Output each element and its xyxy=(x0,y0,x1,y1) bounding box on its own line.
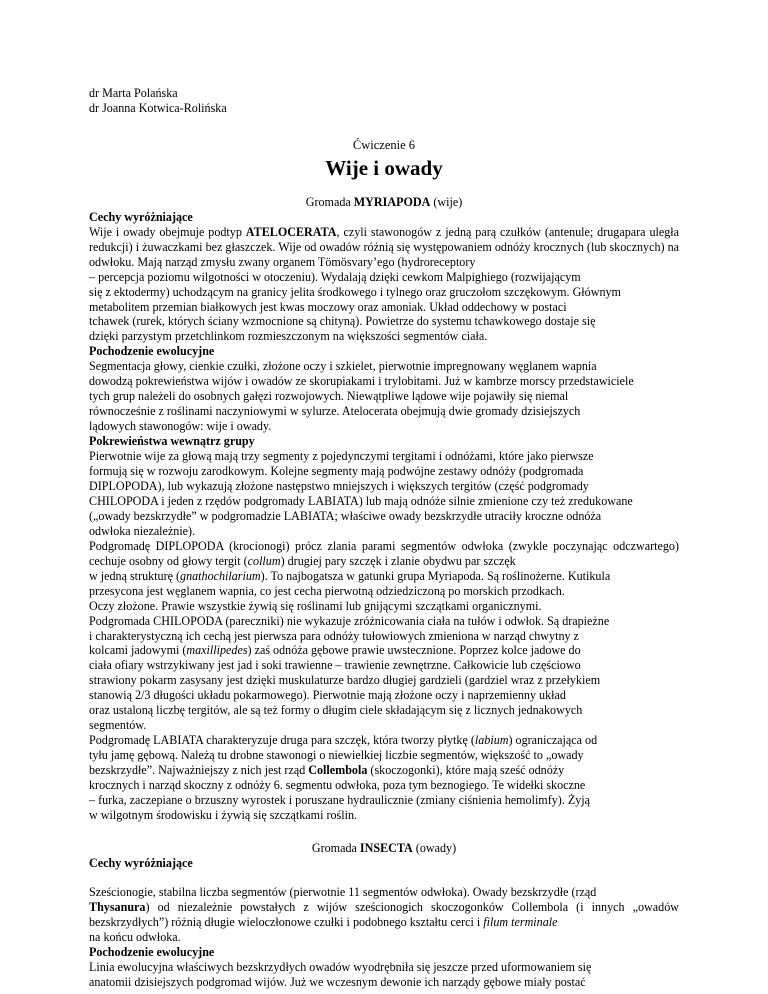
chilopoda-line: stanowią 2/3 długości układu pokarmowego). Pierwotnie mają złożone oczy i naprzemienny układ xyxy=(89,688,566,703)
myriapoda-origin-line: Segmentacja głowy, cienkie czułki, złożone oczy i szkielet, pierwotnie impregnowany węglanem wapnia xyxy=(89,359,597,374)
diplopoda-line: przesycona jest węglanem wapnia, co jest cecha pierwotną odziedziczoną po morskich przodkach. xyxy=(89,583,565,598)
myriapoda-relations-heading: Pokrewieństwa wewnątrz grupy xyxy=(89,434,255,449)
myriapoda-features-line: metabolitem przemian białkowych jest kwas moczowy oraz amoniak. Układ oddechowy w postaci xyxy=(89,299,567,314)
myriapoda-features-line: – percepcja poziomu wilgotności w otoczeniu). Wydalają dzięki cewkom Malpighiego (rozwijającym xyxy=(89,269,581,284)
insecta-origin-line: anatomii dzisiejszych podgromad wijów. Już we wczesnym dewonie ich narządy gębowe miały postać xyxy=(89,974,586,989)
labiata-line: Podgromadę LABIATA charakteryzuje druga para szczęk, która tworzy płytkę (labium) ograniczająca od xyxy=(89,733,598,748)
labiata-line: tyłu jamę gębową. Należą tu drobne stawonogi o niewielkiej liczbie segmentów, większość to „owady xyxy=(89,748,584,763)
chilopoda-line: i charakterystyczną ich cechą jest pierwsza para odnóży tułowiowych zmieniona w narząd chwytny z xyxy=(89,628,579,643)
chilopoda-line: oraz ustaloną liczbę tergitów, ale są też formy o długim ciele składającym się z licznych jednakowych xyxy=(89,703,583,718)
insecta-features-line: Sześcionogie, stabilna liczba segmentów (pierwotnie 11 segmentów odwłoka). Owady bezskrzydłe (rząd xyxy=(89,884,597,899)
exercise-label: Ćwiczenie 6 xyxy=(352,137,416,152)
author-2: dr Joanna Kotwica-Rolińska xyxy=(89,100,227,115)
myriapoda-heading: Gromada MYRIAPODA (wije) xyxy=(305,194,463,209)
myriapoda-relations-line: odwłoka niezależnie). xyxy=(89,523,196,538)
chilopoda-line: segmentów. xyxy=(89,718,147,733)
authors xyxy=(89,86,679,116)
myriapoda-relations-line: formują się w rozwoju zarodkowym. Kolejne segmenty mają podwójne zestawy odnóży (podgromada xyxy=(89,464,584,479)
author-1: dr Marta Polańska xyxy=(89,86,178,100)
insecta-features-line: na końcu odwłoka. xyxy=(89,929,181,944)
diplopoda-line: w jedną strukturę (gnathochilarium). To najbogatsza w gatunki grupa Myriapoda. Są roślinożerne. Kutikula xyxy=(89,568,611,583)
document-page xyxy=(89,86,679,989)
chilopoda-line: kolcami jadowymi (maxillipedes) zaś odnóża gębowe prawie uwstecznione. Poprzez kolce jadowe do xyxy=(89,643,581,658)
myriapoda-origin-line: równocześnie z roślinami naczyniowymi w sylurze. Atelocerata obejmują dwie gromady dzisiejszych xyxy=(89,404,581,419)
myriapoda-features-line: dzięki parzystym przetchlinkom rozmieszczonym na większości segmentów ciała. xyxy=(89,329,488,344)
myriapoda-origin-line: tych grup należeli do osobnych gałęzi rozwojowych. Niewątpliwe lądowe wije pojawiły się niemal xyxy=(89,389,569,404)
insecta-origin-heading: Pochodzenie ewolucyjne xyxy=(89,944,215,959)
myriapoda-origin-line: dowodzą pokrewieństwa wijów i owadów ze skorupiakami i trylobitami. Już w kambrze morscy przedstawiciele xyxy=(89,374,634,389)
insecta-heading: Gromada INSECTA (owady) xyxy=(311,840,457,855)
myriapoda-features-line: tchawek (rurek, których ściany wzmocnione są chityną). Powietrze do systemu tchawkowego dostaje się xyxy=(89,314,596,329)
labiata-line: krocznych i narząd skoczny z odnóży 6. segmentu odwłoka, poza tym beznogiego. Te widełki skoczne xyxy=(89,778,586,793)
diplopoda-line: Oczy złożone. Prawie wszystkie żywią się roślinami lub gnijącymi szczątkami organicznymi. xyxy=(89,598,542,613)
diplopoda-para: Podgromadę DIPLOPODA (krocionogi) prócz zlania parami segmentów odwłoka (zwykle poczynając odczwartego) cechuje osobny od głowy tergit (collum) drugiej pary szczęk i zlanie obydwu par szczęk xyxy=(89,538,679,568)
chilopoda-line: strawiony pokarm zasysany jest dzięki muskulaturze bardzo długiej gardzieli (gardziel wraz z przełykiem xyxy=(89,673,601,688)
myriapoda-relations-line: DIPLOPODA), lub wykazują złożone następstwo mniejszych i większych tergitów (część podgromady xyxy=(89,478,589,493)
page-title: Wije i owady xyxy=(325,155,443,180)
chilopoda-line: Podgromada CHILOPODA (pareczniki) nie wykazuje zróżnicowania ciała na tułów i odwłok. Są drapieżne xyxy=(89,613,610,628)
chilopoda-line: ciała ofiary wstrzykiwany jest jad i soki trawienne – trawienie zewnętrzne. Całkowicie lub częściowo xyxy=(89,658,581,673)
myriapoda-relations-line: („owady bezskrzydłe” w podgromadzie LABIATA; właściwe owady bezskrzydłe utraciły kroczne odnóża xyxy=(89,508,602,523)
insecta-features-heading: Cechy wyróżniające xyxy=(89,855,193,870)
myriapoda-relations-line: CHILOPODA i jeden z rzędów podgromady LABIATA) lub mają odnóże silnie zmienione czy też zredukowane xyxy=(89,493,633,508)
myriapoda-features-heading: Cechy wyróżniające xyxy=(89,209,193,224)
myriapoda-origin-heading: Pochodzenie ewolucyjne xyxy=(89,344,215,359)
labiata-line: w wilgotnym środowisku i żywią się szczątkami roślin. xyxy=(89,807,358,822)
myriapoda-origin-line: lądowych stawonogów: wije i owady. xyxy=(89,419,272,434)
myriapoda-features-para: Wije i owady obejmuje podtyp ATELOCERATA, czyli stawonogów z jedną parą czułków (antenule; drugapara uległa redukcji) i żuwaczkami bez głaszczek. Wije od owadów różnią się występowaniem odnóży krocznych (lub skocznych) na odwłoku. Mają narząd zmysłu zwany organem Tömösvary’ego (hydroreceptory xyxy=(89,224,679,269)
insecta-features-para: Thysanura) od niezależnie powstałych z wijów sześcionogich skoczogonków Collembola (i innych „owadów bezskrzydłych”) różnią długie wieloczłonowe czułki i podobnego kształtu cerci i filum terminale xyxy=(89,899,679,929)
labiata-line: – furka, zaczepiane o brzuszny wyrostek i poruszane hydraulicznie (zmiany ciśnienia hemolimfy). Żyją xyxy=(89,792,591,807)
labiata-line: bezskrzydłe”. Najważniejszy z nich jest rząd Collembola (skoczogonki), które mają sześć odnóży xyxy=(89,763,565,778)
insecta-origin-line: Linia ewolucyjna właściwych bezskrzydłych owadów wyodrębniła się jeszcze przed uformowaniem się xyxy=(89,959,592,974)
myriapoda-features-line: się z ektodermy) uchodzącym na granicy jelita środkowego i tylnego oraz gruczołom szczękowym. Głównym xyxy=(89,284,621,299)
myriapoda-relations-line: Pierwotnie wije za głową mają trzy segmenty z pojedynczymi tergitami i odnóżami, które jako pierwsze xyxy=(89,449,594,464)
